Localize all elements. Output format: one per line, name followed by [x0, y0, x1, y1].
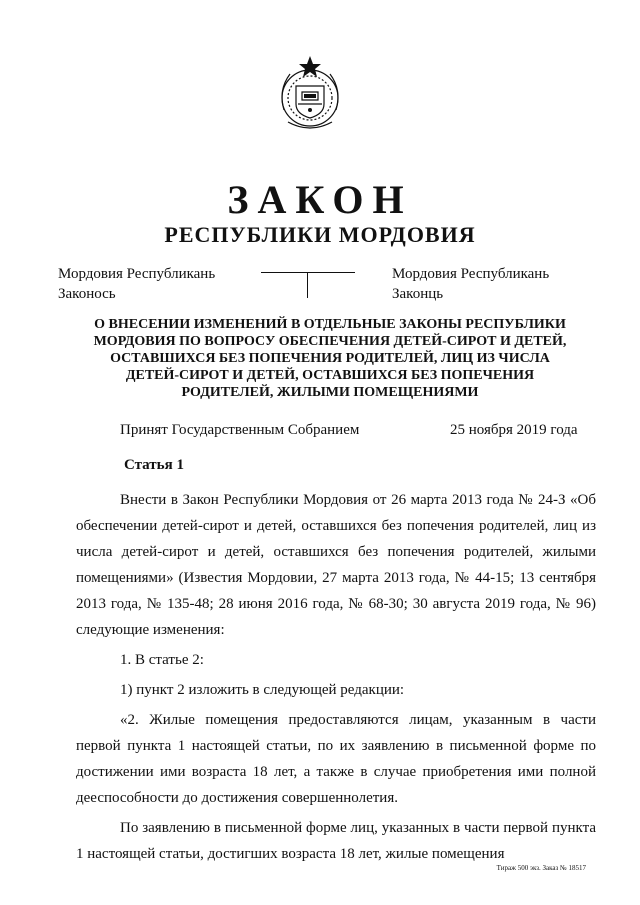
law-name-line: МОРДОВИЯ ПО ВОПРОСУ ОБЕСПЕЧЕНИЯ ДЕТЕЙ-СИРОТ И ДЕТЕЙ,	[93, 334, 567, 349]
law-name	[80, 316, 580, 401]
law-name-line: ДЕТЕЙ-СИРОТ И ДЕТЕЙ, ОСТАВШИХСЯ БЕЗ ПОПЕЧЕНИЯ	[125, 368, 535, 383]
item-1: 1. В статье 2:	[120, 652, 204, 668]
moksha-right-line1: Мордовия Республикань	[392, 266, 550, 282]
moksha-right-line2: Законць	[392, 286, 444, 302]
document-subtitle: РЕСПУБЛИКИ МОРДОВИЯ	[164, 222, 476, 247]
law-name-line: О ВНЕСЕНИИ ИЗМЕНЕНИЙ В ОТДЕЛЬНЫЕ ЗАКОНЫ РЕСПУБЛИКИ	[94, 317, 566, 332]
header-divider	[261, 272, 355, 273]
quoted-paragraph-continued: По заявлению в письменной форме лиц, указанных в части первой пункта 1 настоящей статьи, достигших возраста 18 лет, жилые помещения	[76, 820, 596, 862]
header-divider-vertical	[307, 272, 308, 298]
moksha-left-line2: Законось	[58, 286, 116, 302]
moksha-title-left	[58, 264, 215, 304]
quoted-paragraph: «2. Жилые помещения предоставляются лицам, указанным в части первой пункта 1 настоящей статьи, по их заявлению в письменной форме по достижении ими возраста 18 лет, а также в случае приобретения ими полной дееспособности до достижения совершеннолетия.	[76, 712, 596, 806]
item-1-1: 1) пункт 2 изложить в следующей редакции:	[120, 682, 405, 698]
law-name-line: РОДИТЕЛЕЙ, ЖИЛЫМИ ПОМЕЩЕНИЯМИ	[181, 385, 479, 400]
print-run-footer: Тираж 500 экз. Заказ № 18517	[496, 864, 586, 872]
coat-of-arms-emblem-icon	[268, 52, 352, 136]
document-title: ЗАКОН	[227, 177, 413, 222]
adopted-date: 25 ноября 2019 года	[450, 422, 578, 438]
moksha-title-right	[392, 264, 549, 304]
intro-paragraph: Внести в Закон Республики Мордовия от 26 марта 2013 года № 24-З «Об обеспечении детей-сирот и детей, оставшихся без попечения родителей, лиц из числа детей-сирот и детей, оставшихся без попечения родителей, жилыми помещениями» (Известия Мордовии, 27 марта 2013 года, № 44-15; 13 сентября 2013 года, № 135-48; 28 июня 2016 года, № 68-30; 30 августа 2019 года, № 96) следующие изменения:	[76, 492, 596, 638]
adopted-label: Принят Государственным Собранием	[120, 422, 360, 438]
article-heading: Статья 1	[124, 457, 184, 473]
moksha-left-line1: Мордовия Республикань	[58, 266, 216, 282]
law-name-line: ОСТАВШИХСЯ БЕЗ ПОПЕЧЕНИЯ РОДИТЕЛЕЙ, ЛИЦ ИЗ ЧИСЛА	[110, 351, 550, 366]
article-body	[76, 487, 596, 867]
